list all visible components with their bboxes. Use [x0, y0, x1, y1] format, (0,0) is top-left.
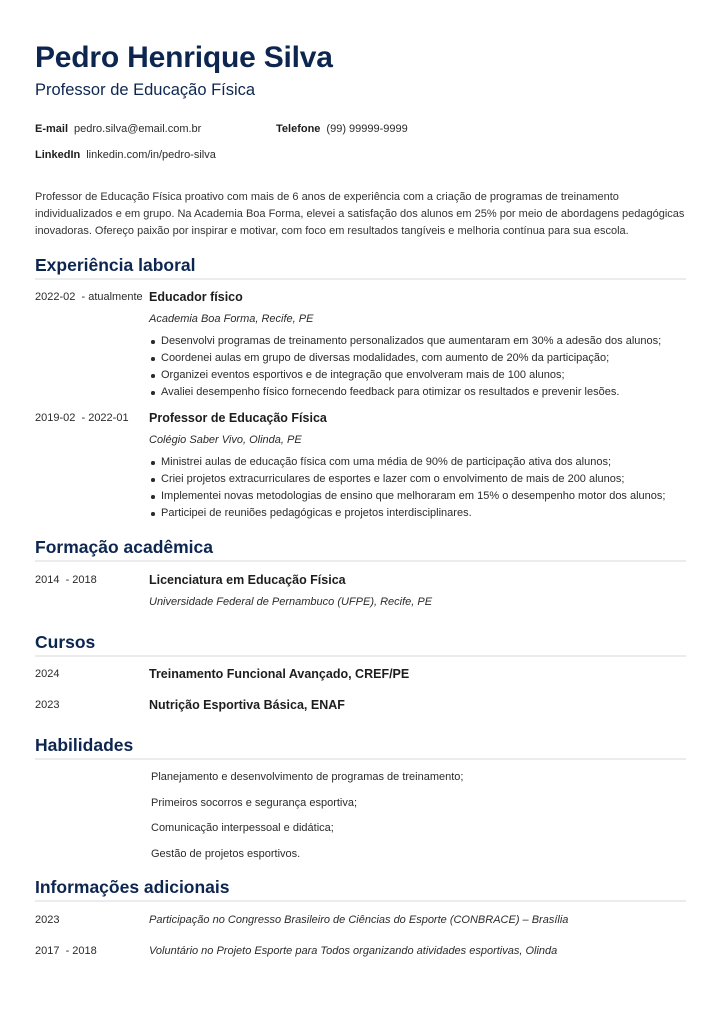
entry-bullets	[149, 454, 689, 522]
section-title-education: Formação acadêmica	[35, 537, 214, 557]
course-year: 2023	[35, 699, 60, 711]
contact-linkedin	[35, 148, 216, 162]
linkedin-value[interactable]: linkedin.com/in/pedro-silva	[86, 149, 216, 161]
summary-line: inovadoras. Ofereço paixão por inspirar e motivar, com foco em resultados tangíveis e melhoria contínua para sua escola.	[35, 225, 629, 237]
course-title: Treinamento Funcional Avançado, CREF/PE	[149, 667, 410, 681]
entry-organization: Universidade Federal de Pernambuco (UFPE), Recife, PE	[149, 596, 433, 608]
summary-line: individualizados e em grupo. Na Academia Boa Forma, elevei a satisfação dos alunos em 25% por meio de abordagens pedagógicas	[35, 208, 685, 220]
entry-bullets	[149, 333, 689, 401]
entry-dates: 2014 - 2018	[35, 574, 97, 586]
skill-item: Comunicação interpessoal e didática;	[151, 822, 334, 834]
entry-dates: 2022-02 - atualmente	[35, 291, 143, 303]
section-title-experience: Experiência laboral	[35, 255, 196, 275]
entry-dates: 2023	[35, 914, 60, 926]
skill-item: Planejamento e desenvolvimento de programas de treinamento;	[151, 771, 464, 783]
entry-dates: 2017 - 2018	[35, 945, 97, 957]
bullet-item: Implementei novas metodologias de ensino que melhoraram em 15% o desempenho motor dos alunos;	[149, 488, 689, 505]
bullet-item: Coordenei aulas em grupo de diversas modalidades, com aumento de 20% da participação;	[149, 350, 689, 367]
skill-item: Gestão de projetos esportivos.	[151, 848, 301, 860]
course-year: 2024	[35, 668, 60, 680]
candidate-name: Pedro Henrique Silva	[35, 41, 333, 74]
email-value[interactable]: pedro.silva@email.com.br	[74, 123, 202, 135]
section-divider	[35, 560, 686, 562]
bullet-item: Avaliei desempenho físico fornecendo feedback para otimizar os resultados e prevenir lesões.	[149, 384, 689, 401]
bullet-item: Criei projetos extracurriculares de esportes e lazer com o envolvimento de mais de 200 alunos;	[149, 471, 689, 488]
professional-summary	[35, 189, 686, 240]
entry-dates: 2019-02 - 2022-01	[35, 412, 129, 424]
phone-label: Telefone	[276, 123, 321, 135]
entry-text: Participação no Congresso Brasileiro de Ciências do Esporte (CONBRACE) – Brasília	[149, 914, 569, 926]
entry-organization: Colégio Saber Vivo, Olinda, PE	[149, 434, 302, 446]
section-divider	[35, 758, 686, 760]
bullet-item: Ministrei aulas de educação física com uma média de 90% de participação ativa dos alunos;	[149, 454, 689, 471]
skill-item: Primeiros socorros e segurança esportiva;	[151, 797, 358, 809]
bullet-item: Participei de reuniões pedagógicas e projetos interdisciplinares.	[149, 505, 689, 522]
bullet-item: Desenvolvi programas de treinamento personalizados que aumentaram em 30% a adesão dos alunos;	[149, 333, 689, 350]
entry-title: Professor de Educação Física	[149, 411, 327, 425]
email-label: E-mail	[35, 123, 69, 135]
candidate-title: Professor de Educação Física	[35, 81, 256, 99]
linkedin-label: LinkedIn	[35, 149, 81, 161]
phone-value[interactable]: (99) 99999-9999	[326, 123, 408, 135]
summary-line: Professor de Educação Física proativo com mais de 6 anos de experiência com a criação de programas de treinamento	[35, 191, 619, 203]
section-title-additional: Informações adicionais	[35, 877, 230, 897]
bullet-item: Organizei eventos esportivos e de integração que envolveram mais de 100 alunos;	[149, 367, 689, 384]
entry-organization: Academia Boa Forma, Recife, PE	[149, 313, 314, 325]
section-title-skills: Habilidades	[35, 735, 134, 755]
course-title: Nutrição Esportiva Básica, ENAF	[149, 698, 345, 712]
section-divider	[35, 278, 686, 280]
section-title-courses: Cursos	[35, 632, 96, 652]
entry-title: Licenciatura em Educação Física	[149, 573, 346, 587]
contact-phone	[276, 122, 408, 136]
section-divider	[35, 655, 686, 657]
section-divider	[35, 900, 686, 902]
contact-email	[35, 122, 201, 136]
entry-title: Educador físico	[149, 290, 243, 304]
entry-text: Voluntário no Projeto Esporte para Todos organizando atividades esportivas, Olinda	[149, 945, 558, 957]
